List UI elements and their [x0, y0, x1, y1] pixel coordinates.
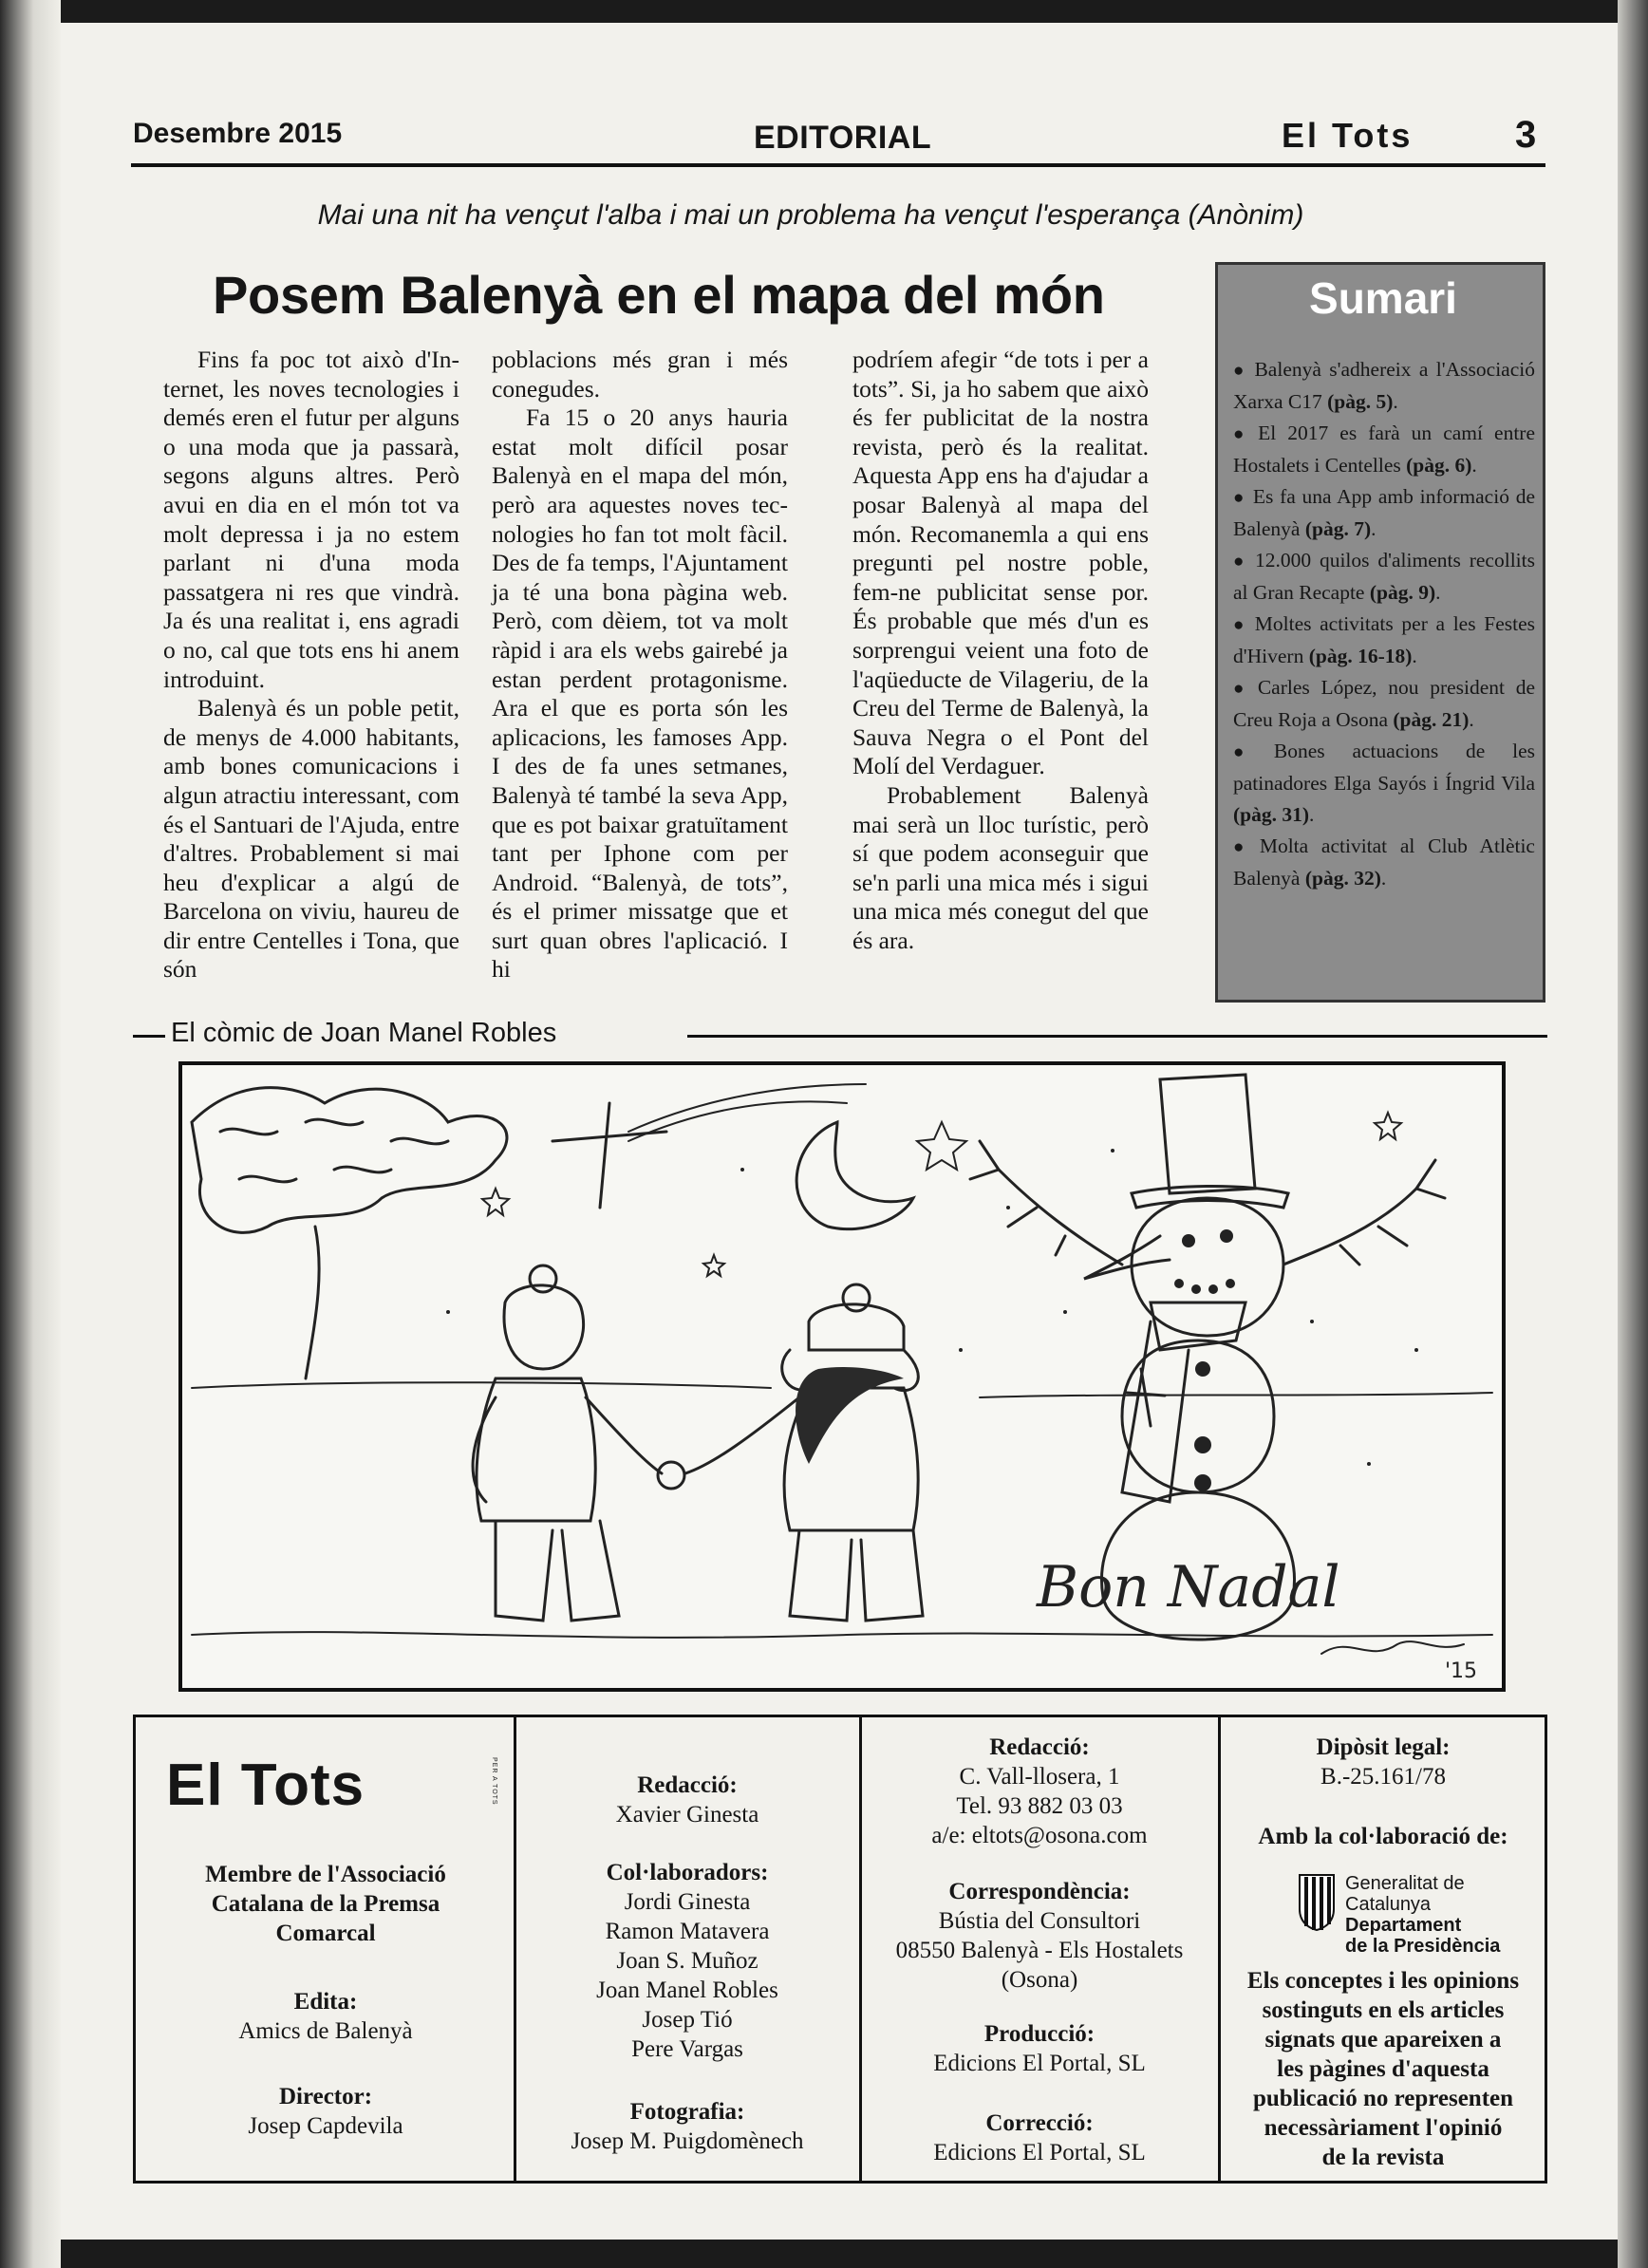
comic-label-text: El còmic de Joan Manel Robles	[165, 1018, 562, 1049]
divider	[1218, 1717, 1221, 2181]
el-tots-logo: El Tots	[166, 1753, 365, 1818]
article-paragraph: podríem afegir “de tots i per a tots”. Si, ja ho sabem que això és fer publicitat de la nostra revista, però és la realitat. Aquesta App ens ha d'ajudar a posar Balenyà al mapa del món. Recomanemla a qui ens pregunti pel nostre poble, fem-ne publicitat sense por. És probable que més d'un es sorprengui veient una foto de l'aqüeducte de Vilageriu, de la Creu del Terme de Balenyà, la Sauva Negra o el Pont del Molí del Verdaguer.	[852, 346, 1149, 780]
sumari-box	[1215, 262, 1545, 1003]
gencat-department: Departament	[1345, 1915, 1462, 1936]
page-edge	[1618, 0, 1648, 2268]
redaccio-staff-block: Redacció: Xavier Ginesta	[615, 1772, 759, 1828]
article-paragraph: Balenyà és un poble petit, de menys de 4.000 habitants, amb bones comunicacions i algun atractiu interessant, com és el Santuari de l'Ajuda, entre d'altres. Probablement si mai heu d'explicar a algú de Barcelona on viviu, haureu de dir entre Centelles i Tona, que són	[163, 694, 459, 984]
sumari-item: ● Carles López, nou president de Creu Roja a Osona (pàg. 21).	[1233, 672, 1535, 736]
epigraph-quote: Mai una nit ha vençut l'alba i mai un problema ha vençut l'esperança (Anònim)	[317, 199, 1304, 231]
sumari-title: Sumari	[1309, 273, 1457, 323]
article-paragraph: poblacions més gran i més conegudes.	[492, 346, 788, 403]
page-gutter	[0, 0, 61, 2268]
divider	[859, 1717, 862, 2181]
collaborators-block: Col·laboradors: Jordi Ginesta Ramon Matavera Joan S. Muñoz Joan Manel Robles Josep Tió Pere Vargas	[596, 1860, 778, 2062]
header-date: Desembre 2015	[133, 118, 343, 149]
sumari-item: ● 12.000 quilos d'aliments recollits al Gran Recapte (pàg. 9).	[1233, 545, 1535, 609]
article-paragraph: Fa 15 o 20 anys hauria estat molt difícil posar Balenyà en el mapa del món, però ara aquestes noves tecnologies ho fan tot molt fàcil. Des de fa temps, l'Ajuntament ja té una bona pàgina web. Però, com dèiem, tot va molt ràpid i ara els webs gairebé ja estan perdent protagonisme. Ara el que es porta són les aplicacions, les famoses App. I des de fa unes setmanes, Balenyà té també la seva App, que es pot baixar gratuïtament tant per Iphone com per Android. “Balenyà, de tots”, és el primer missatge que et surt quan obres l'aplicació. I hi	[492, 403, 788, 984]
redaccio-address-block: Redacció: C. Vall-llosera, 1 Tel. 93 882 03 03 a/e: eltots@osona.com	[931, 1734, 1148, 1848]
divider	[687, 1035, 1547, 1038]
sumari-item: ● Bones actuacions de les patinadores Elga Sayós i Íngrid Vila (pàg. 31).	[1233, 736, 1535, 831]
header-rule	[131, 163, 1545, 167]
correspondencia-block: Correspondència: Bústia del Consultori 08550 Balenyà - Els Hostalets (Osona)	[895, 1879, 1184, 1993]
disclaimer-block: Els conceptes i les opinions sostinguts en els articles signats que apareixen a les pàgines d'aquesta publicació no representen necessàriament l'opinió de la revista	[1246, 1968, 1520, 2170]
credits-box	[133, 1715, 1547, 2184]
sumari-item: ● El 2017 es farà un camí entre Hostalets i Centelles (pàg. 6).	[1233, 418, 1535, 481]
comic-section-label	[133, 1016, 1547, 1054]
produccio-block: Producció: Edicions El Portal, SL	[933, 2021, 1146, 2076]
divider	[514, 1717, 516, 2181]
gencat-presidencia: de la Presidència	[1345, 1936, 1501, 1957]
collaboracio-heading: Amb la col·laboració de:	[1258, 1824, 1508, 1849]
sumari-item: ● Es fa una App amb informació de Balenyà (pàg. 7).	[1233, 481, 1535, 545]
comic-illustration	[178, 1061, 1506, 1692]
header-page-number: 3	[1515, 114, 1537, 156]
article-column-1	[163, 346, 459, 984]
article-column-2	[492, 346, 788, 984]
header-section: EDITORIAL	[754, 120, 932, 156]
sumari-list	[1233, 354, 1535, 894]
director-block: Director: Josep Capdevila	[248, 2084, 403, 2139]
fotografia-block: Fotografia: Josep M. Puigdomènech	[571, 2099, 804, 2154]
article-paragraph: Probablement Balenyà mai serà un lloc turístic, però sí que podem aconseguir que se'n parli una mica més i sigui una mica més conegut del que és ara.	[852, 780, 1149, 954]
sumari-item: ● Moltes activitats per a les Festes d'Hivern (pàg. 16-18).	[1233, 609, 1535, 672]
sumari-item: ● Molta activitat al Club Atlètic Balenyà (pàg. 32).	[1233, 831, 1535, 894]
header-magazine-name: El Tots	[1282, 116, 1414, 155]
magazine-page	[61, 23, 1618, 2240]
comic-year: '15	[1445, 1659, 1478, 1683]
member-block: Membre de l'Associació Catalana de la Premsa Comarcal	[205, 1862, 446, 1946]
correccio-block: Correcció: Edicions El Portal, SL	[933, 2110, 1146, 2165]
comic-drawing	[182, 1065, 1502, 1688]
diposit-block: Dipòsit legal: B.-25.161/78	[1316, 1734, 1451, 1790]
divider	[133, 1035, 165, 1038]
edita-block: Edita: Amics de Balenyà	[238, 1989, 413, 2044]
article-column-3	[852, 346, 1149, 955]
comic-caption: Bon Nadal	[1037, 1554, 1340, 1621]
article-paragraph: Fins fa poc tot això d'Internet, les noves tecnologies i demés eren el futur per alguns o una moda que ja passarà, segons alguns altres. Però avui en dia en el món tot va molt depressa i ja no estem parlant ni d'una moda passatgera ni res que vindrà. Ja és una realitat i, ens agradi o no, cal que tots ens hi anem introduint.	[163, 346, 459, 693]
article-headline: Posem Balenyà en el mapa del món	[213, 265, 1105, 325]
sumari-item: ● Balenyà s'adhereix a l'Associació Xarxa C17 (pàg. 5).	[1233, 354, 1535, 418]
gencat-name: Generalitat de Catalunya	[1345, 1873, 1465, 1915]
senyera-icon	[1296, 1871, 1338, 1932]
logo-tagline: PER A TOTS	[491, 1757, 497, 1806]
generalitat-logo	[1296, 1869, 1543, 1957]
